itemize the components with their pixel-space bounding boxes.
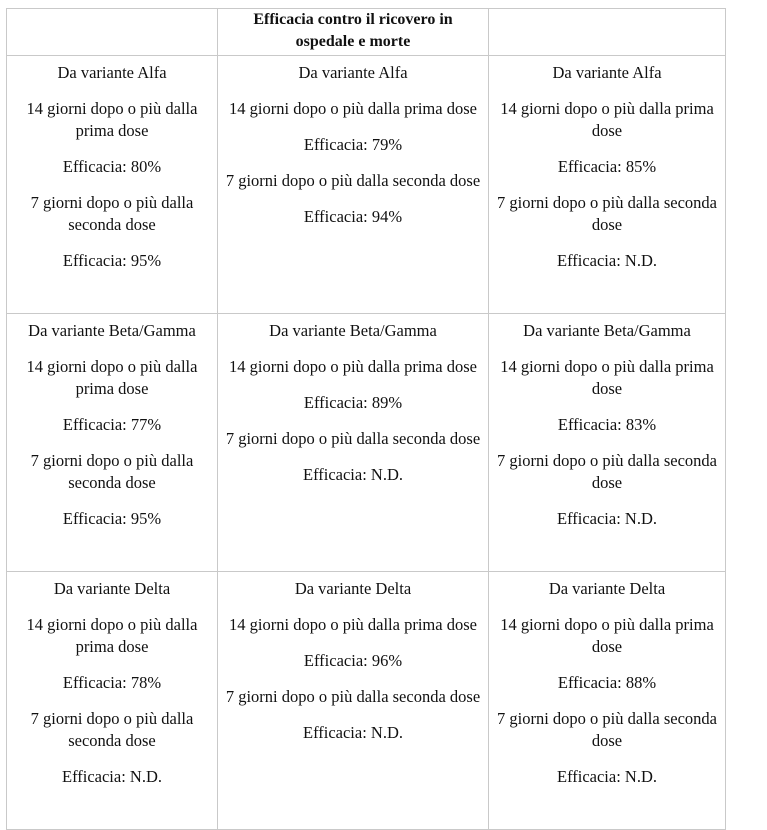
efficacy-table bbox=[6, 8, 726, 830]
efficacy-value: Efficacia: N.D. bbox=[302, 723, 404, 742]
dose-interval: 14 giorni dopo o più dalla prima dose bbox=[500, 357, 714, 398]
dose-interval: 7 giorni dopo o più dalla seconda dose bbox=[497, 193, 717, 234]
table-cell bbox=[489, 56, 726, 314]
table-row-delta bbox=[7, 572, 726, 830]
variant-label: Da variante Alfa bbox=[552, 63, 662, 82]
efficacy-value: Efficacia: 96% bbox=[303, 651, 403, 670]
efficacy-value: Efficacia: 80% bbox=[62, 157, 162, 176]
table-row-beta-gamma bbox=[7, 314, 726, 572]
variant-label: Da variante Alfa bbox=[57, 63, 167, 82]
dose-interval: 7 giorni dopo o più dalla seconda dose bbox=[225, 687, 481, 706]
variant-label: Da variante Beta/Gamma bbox=[269, 321, 437, 340]
variant-label: Da variante Delta bbox=[294, 579, 412, 598]
efficacy-value: Efficacia: N.D. bbox=[302, 465, 404, 484]
dose-interval: 14 giorni dopo o più dalla prima dose bbox=[500, 615, 714, 656]
dose-interval: 7 giorni dopo o più dalla seconda dose bbox=[497, 451, 717, 492]
dose-interval: 7 giorni dopo o più dalla seconda dose bbox=[497, 709, 717, 750]
efficacy-value: Efficacia: 78% bbox=[62, 673, 162, 692]
table-cell bbox=[489, 572, 726, 830]
table-cell bbox=[218, 572, 489, 830]
dose-interval: 14 giorni dopo o più dalla prima dose bbox=[229, 615, 477, 634]
dose-interval: 7 giorni dopo o più dalla seconda dose bbox=[225, 429, 481, 448]
efficacy-value: Efficacia: N.D. bbox=[61, 767, 163, 786]
header-cell-empty bbox=[489, 9, 726, 56]
dose-interval: 7 giorni dopo o più dalla seconda dose bbox=[225, 171, 481, 190]
efficacy-value: Efficacia: 88% bbox=[557, 673, 657, 692]
table-cell bbox=[489, 314, 726, 572]
variant-label: Da variante Alfa bbox=[298, 63, 408, 82]
table-title: Efficacia contro il ricovero in ospedale e morte bbox=[218, 9, 489, 56]
dose-interval: 14 giorni dopo o più dalla prima dose bbox=[26, 615, 198, 656]
efficacy-value: Efficacia: 95% bbox=[62, 251, 162, 270]
variant-label: Da variante Delta bbox=[53, 579, 171, 598]
header-row bbox=[7, 9, 726, 56]
dose-interval: 14 giorni dopo o più dalla prima dose bbox=[500, 99, 714, 140]
dose-interval: 14 giorni dopo o più dalla prima dose bbox=[26, 357, 198, 398]
table-cell bbox=[218, 314, 489, 572]
dose-interval: 7 giorni dopo o più dalla seconda dose bbox=[30, 709, 194, 750]
efficacy-value: Efficacia: 95% bbox=[62, 509, 162, 528]
dose-interval: 14 giorni dopo o più dalla prima dose bbox=[229, 357, 477, 376]
dose-interval: 14 giorni dopo o più dalla prima dose bbox=[229, 99, 477, 118]
header-cell-empty bbox=[7, 9, 218, 56]
table-cell bbox=[7, 314, 218, 572]
efficacy-value: Efficacia: 77% bbox=[62, 415, 162, 434]
efficacy-value: Efficacia: N.D. bbox=[556, 251, 658, 270]
variant-label: Da variante Beta/Gamma bbox=[523, 321, 691, 340]
dose-interval: 7 giorni dopo o più dalla seconda dose bbox=[30, 451, 194, 492]
efficacy-value: Efficacia: 83% bbox=[557, 415, 657, 434]
table-cell bbox=[7, 572, 218, 830]
efficacy-value: Efficacia: 89% bbox=[303, 393, 403, 412]
efficacy-value: Efficacia: 85% bbox=[557, 157, 657, 176]
efficacy-value: Efficacia: N.D. bbox=[556, 509, 658, 528]
efficacy-value: Efficacia: N.D. bbox=[556, 767, 658, 786]
table-cell bbox=[7, 56, 218, 314]
table-cell bbox=[218, 56, 489, 314]
dose-interval: 14 giorni dopo o più dalla prima dose bbox=[26, 99, 198, 140]
table-row-alfa bbox=[7, 56, 726, 314]
variant-label: Da variante Beta/Gamma bbox=[28, 321, 196, 340]
variant-label: Da variante Delta bbox=[548, 579, 666, 598]
dose-interval: 7 giorni dopo o più dalla seconda dose bbox=[30, 193, 194, 234]
efficacy-value: Efficacia: 79% bbox=[303, 135, 403, 154]
efficacy-value: Efficacia: 94% bbox=[303, 207, 403, 226]
